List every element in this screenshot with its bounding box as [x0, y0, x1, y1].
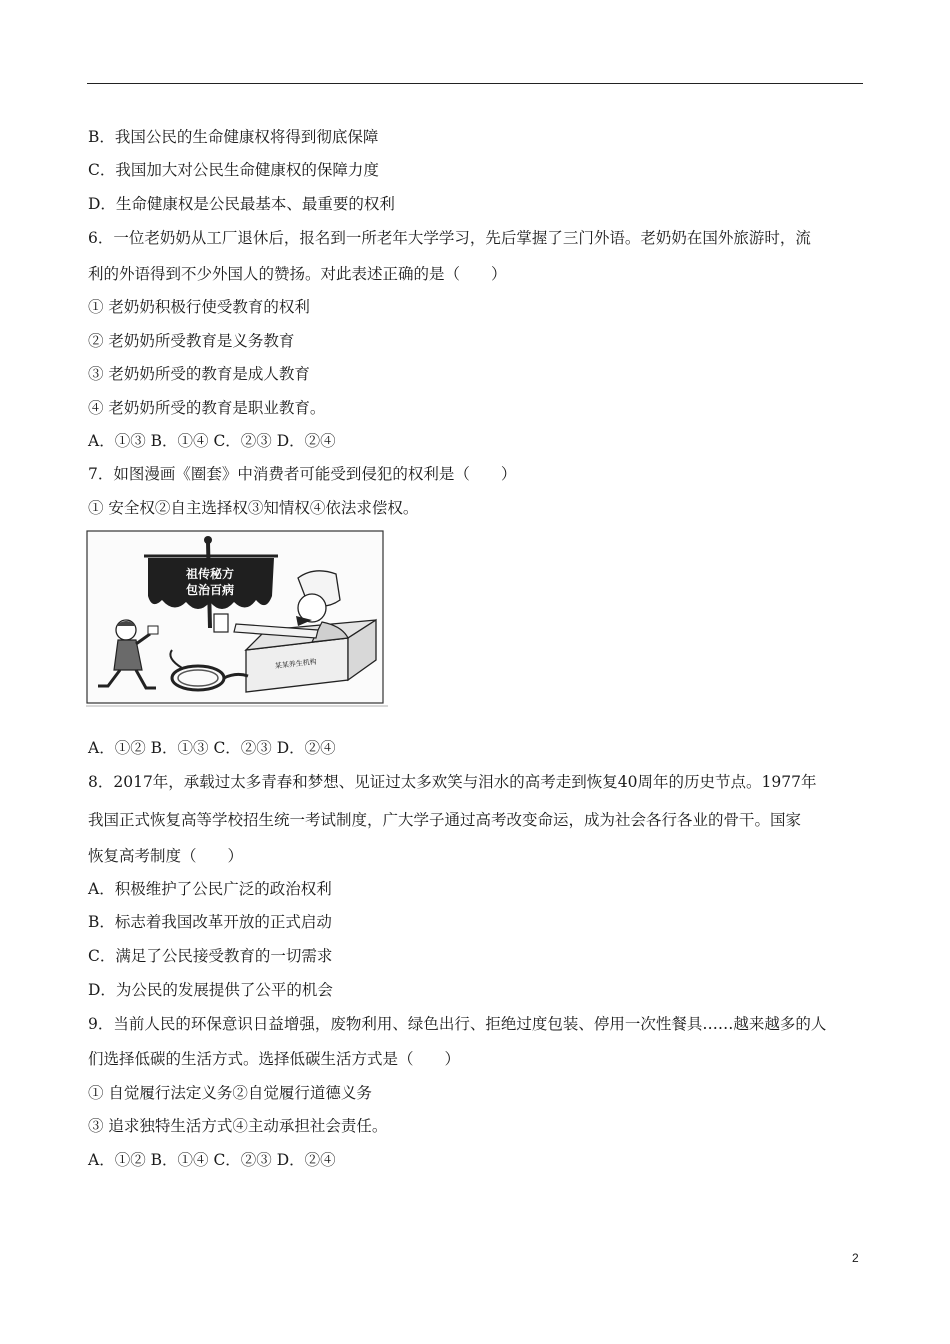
banner-text-1: 祖传秘方 [185, 567, 235, 581]
q5-option-d: D．生命健康权是公民最基本、最重要的权利 [88, 195, 395, 213]
page-number: 2 [852, 1251, 859, 1265]
q6-stem-line1: 6．一位老奶奶从工厂退休后，报名到一所老年大学学习，先后掌握了三门外语。老奶奶在国外旅游时，流 [88, 229, 811, 247]
q8-option-c: C．满足了公民接受教育的一切需求 [88, 947, 333, 965]
q6-options: A．①③ B．①④ C．②③ D．②④ [88, 432, 336, 450]
q6-statement-4: ④ 老奶奶所受的教育是职业教育。 [88, 399, 326, 417]
q6-stem-line2: 利的外语得到不少外国人的赞扬。对此表述正确的是（ ） [88, 265, 507, 283]
q8-stem-line1: 8．2017年，承载过太多青春和梦想、见证过太多欢笑与泪水的高考走到恢复40周年的历史节点。1977年 [88, 773, 817, 791]
q8-option-d: D．为公民的发展提供了公平的机会 [88, 981, 333, 999]
q9-statements-1: ① 自觉履行法定义务②自觉履行道德义务 [88, 1084, 372, 1102]
desk-sign-text: 某某养生机构 [274, 657, 318, 671]
q7-options: A．①② B．①③ C．②③ D．②④ [88, 739, 336, 757]
q5-option-b: B．我国公民的生命健康权将得到彻底保障 [88, 128, 379, 146]
q8-stem-line2: 我国正式恢复高等学校招生统一考试制度，广大学子通过高考改变命运，成为社会各行各业的骨干。国家 [88, 811, 802, 829]
q9-stem-line2: 们选择低碳的生活方式。选择低碳生活方式是（ ） [88, 1050, 461, 1068]
q8-option-a: A．积极维护了公民广泛的政治权利 [88, 880, 332, 898]
q6-statement-1: ① 老奶奶积极行使受教育的权利 [88, 298, 310, 316]
q7-statements: ① 安全权②自主选择权③知情权④依法求偿权。 [88, 499, 419, 517]
q5-option-c: C．我国加大对公民生命健康权的保障力度 [88, 161, 379, 179]
q8-option-b: B．标志着我国改革开放的正式启动 [88, 913, 332, 931]
q6-statement-3: ③ 老奶奶所受的教育是成人教育 [88, 365, 310, 383]
q7-stem: 7．如图漫画《圈套》中消费者可能受到侵犯的权利是（ ） [88, 465, 517, 483]
q6-statement-2: ② 老奶奶所受教育是义务教育 [88, 332, 295, 350]
q9-stem-line1: 9．当前人民的环保意识日益增强，废物利用、绿色出行、拒绝过度包装、停用一次性餐具……越来越多的人 [88, 1015, 827, 1033]
q9-options: A．①② B．①④ C．②③ D．②④ [88, 1151, 336, 1169]
header-rule [87, 83, 863, 84]
banner-text-2: 包治百病 [185, 583, 235, 597]
q9-statements-2: ③ 追求独特生活方式④主动承担社会责任。 [88, 1117, 388, 1135]
q8-stem-line3: 恢复高考制度（ ） [88, 847, 244, 865]
cartoon-trap [86, 530, 388, 708]
